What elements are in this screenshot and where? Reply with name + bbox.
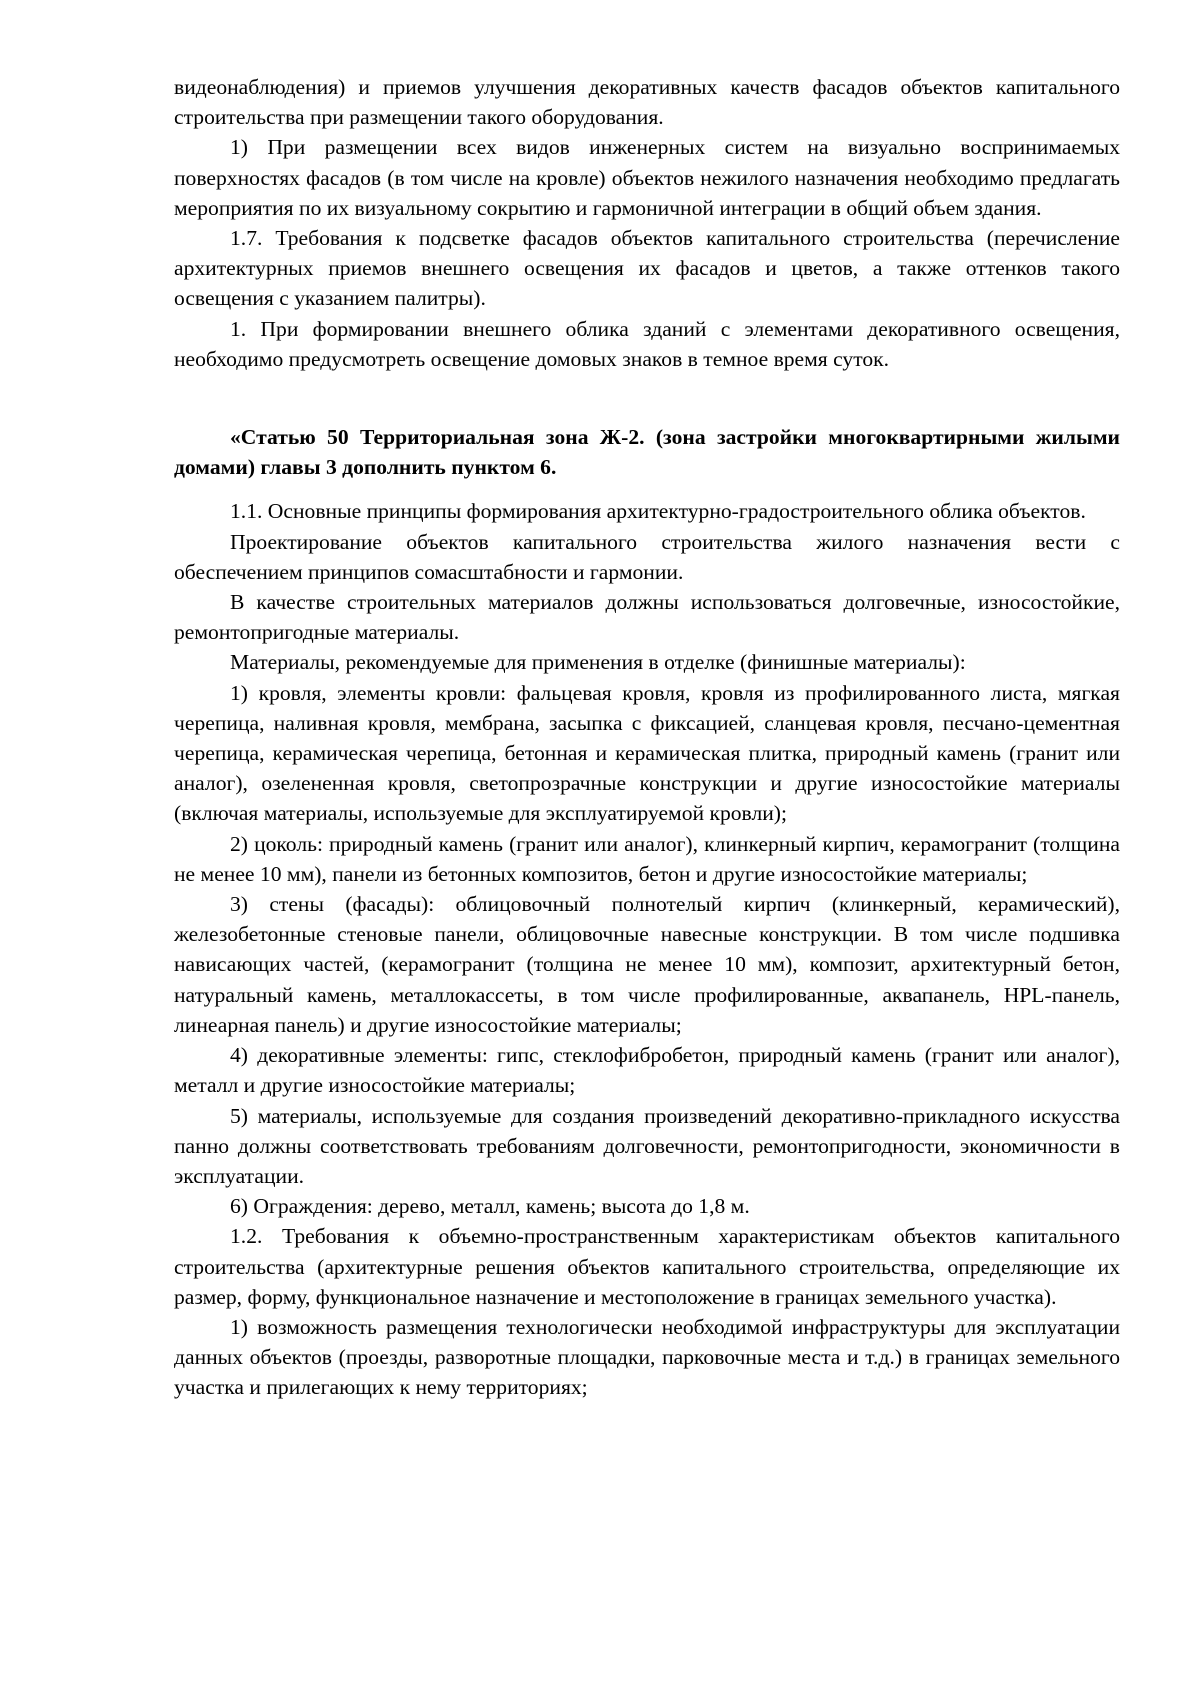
section-gap	[174, 374, 1120, 422]
list-item-panno: 5) материалы, используемые для создания произведений декоративно-прикладного искусства панно должны соответствовать требованиям долговечности, ремонтопригодности, экономичности в эксплуатации.	[174, 1103, 1120, 1188]
paragraph-lighting-item-1: 1. При формировании внешнего облика зданий с элементами декоративного освещения, необходимо предусмотреть освещение домовых знаков в темное время суток.	[174, 316, 1120, 371]
paragraph-building-materials: В качестве строительных материалов должны использоваться долговечные, износостойкие, ремонтопригодные материалы.	[174, 590, 1120, 645]
list-item-infrastructure: 1) возможность размещения технологически необходимой инфраструктуры для эксплуатации данных объектов (проезды, разворотные площадки, парковочные места и т.д.) в границах земельного участка и прилегающих к нему территориях;	[174, 1314, 1120, 1400]
paragraph-section-1-7: 1.7. Требования к подсветке фасадов объектов капитального строительства (перечисление архитектурных приемов внешнего освещения их фасадов и цветов, а также оттенков такого освещения с указанием палитры).	[174, 226, 1120, 311]
paragraph-finishing-materials: Материалы, рекомендуемые для применения в отделке (финишные материалы):	[230, 650, 966, 675]
article-heading: «Статью 50 Территориальная зона Ж-2. (зона застройки многоквартирными жилыми домами) главы 3 дополнить пунктом 6.	[174, 425, 1120, 480]
paragraph-section-1-2: 1.2. Требования к объемно-пространственным характеристикам объектов капитального строительства (архитектурные решения объектов капитального строительства, определяющие их размер, форму, функциональное назначение и местоположение в границах земельного участка).	[174, 1224, 1120, 1309]
list-item-roof: 1) кровля, элементы кровли: фальцевая кровля, кровля из профилированного листа, мягкая черепица, наливная кровля, мембрана, засыпка с фиксацией, сланцевая кровля, песчано-цементная черепица, керамическая черепица, бетонная и керамическая плитка, природный камень (гранит или аналог), озелененная кровля, светопрозрачные конструкции и другие износостойкие материалы (включая материалы, используемые для эксплуатируемой кровли);	[174, 680, 1120, 826]
list-item-decorative: 4) декоративные элементы: гипс, стеклофибробетон, природный камень (гранит или аналог), металл и другие износостойкие материалы;	[174, 1043, 1120, 1098]
document-page	[174, 72, 1120, 1403]
paragraph-item-1: 1) При размещении всех видов инженерных систем на визуально воспринимаемых поверхностях фасадов (в том числе на кровле) объектов нежилого назначения необходимо предлагать мероприятия по их визуальному сокрытию и гармоничной интеграции в общий объем здания.	[174, 135, 1120, 220]
heading-gap	[174, 482, 1120, 496]
paragraph-continuation: видеонаблюдения) и приемов улучшения декоративных качеств фасадов объектов капитального строительства при размещении такого оборудования.	[174, 75, 1120, 130]
list-item-walls: 3) стены (фасады): облицовочный полнотелый кирпич (клинкерный, керамический), железобетонные стеновые панели, облицовочные навесные конструкции. В том числе подшивка нависающих частей, (керамогранит (толщина не менее 10 мм), композит, архитектурный бетон, натуральный камень, металлокассеты, в том числе профилированные, аквапанель, HPL-панель, линеарная панель) и другие износостойкие материалы;	[174, 892, 1120, 1037]
list-item-fences: 6) Ограждения: дерево, металл, камень; высота до 1,8 м.	[230, 1194, 750, 1219]
list-item-plinth: 2) цоколь: природный камень (гранит или аналог), клинкерный кирпич, керамогранит (толщина не менее 10 мм), панели из бетонных композитов, бетон и другие износостойкие материалы;	[174, 831, 1120, 886]
paragraph-section-1-1: 1.1. Основные принципы формирования архитектурно-градостроительного облика объектов.	[230, 499, 1086, 524]
paragraph-design-principles: Проектирование объектов капитального строительства жилого назначения вести с обеспечением принципов сомасштабности и гармонии.	[174, 529, 1120, 584]
